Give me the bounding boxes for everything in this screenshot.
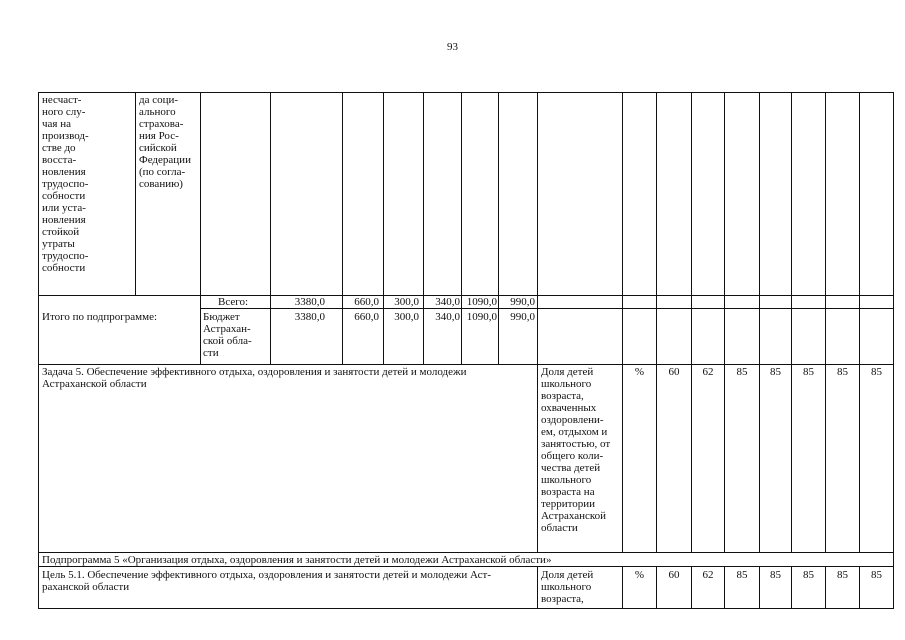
page-number: 93 bbox=[447, 41, 458, 53]
goal51-text: Цель 5.1. Обеспечение эффективного отдыха, оздоровления и занятости детей и молодежи Аст- раханской области bbox=[42, 569, 492, 593]
itogo-total: 3380,0 bbox=[294, 311, 325, 323]
task5-text: Задача 5. Обеспечение эффективного отдыха, оздоровления и занятости детей и молодежи Астраханской области bbox=[42, 366, 467, 390]
itogo-label: Итого по подпрограмме: bbox=[42, 311, 158, 323]
goal51-value-2: 62 bbox=[702, 569, 714, 581]
task5-value-6: 85 bbox=[837, 366, 848, 378]
goal51-value-4: 85 bbox=[770, 569, 781, 581]
vsego-year-2: 300,0 bbox=[394, 296, 419, 308]
itogo-year-4: 1090,0 bbox=[466, 311, 497, 323]
goal51-value-1: 60 bbox=[668, 569, 680, 581]
goal51-value-6: 85 bbox=[837, 569, 848, 581]
itogo-source: Бюджет Астрахан- ской обла- сти bbox=[203, 311, 252, 359]
task5-value-1: 60 bbox=[668, 366, 680, 378]
vsego-year-1: 660,0 bbox=[354, 296, 379, 308]
task5-value-7: 85 bbox=[871, 366, 882, 378]
goal51-value-5: 85 bbox=[803, 569, 814, 581]
task5-value-2: 62 bbox=[702, 366, 714, 378]
goal51-value-7: 85 bbox=[871, 569, 882, 581]
task5-value-5: 85 bbox=[803, 366, 814, 378]
vsego-total: 3380,0 bbox=[294, 296, 325, 308]
subprogram5-title: Подпрограмма 5 «Организация отдыха, оздоровления и занятости детей и молодежи Астраханской области» bbox=[42, 554, 552, 566]
row1-measure-cell: несчаст- ного слу- чая на производ- стве до восста- новления трудоспо- собности или уста- новления стойкой утраты трудоспо- собности bbox=[42, 94, 89, 274]
itogo-year-5: 990,0 bbox=[510, 311, 535, 323]
itogo-year-1: 660,0 bbox=[354, 311, 379, 323]
task5-value-3: 85 bbox=[736, 366, 748, 378]
row1-executor-cell: да соци- ального страхова- ния Рос- сийской Федерации (по согла- сованию) bbox=[139, 94, 191, 190]
goal51-value-3: 85 bbox=[736, 569, 748, 581]
goal51-unit: % bbox=[634, 569, 645, 581]
vsego-year-3: 340,0 bbox=[435, 296, 460, 308]
vsego-year-4: 1090,0 bbox=[466, 296, 497, 308]
vsego-label: Всего: bbox=[218, 296, 249, 308]
itogo-year-3: 340,0 bbox=[435, 311, 460, 323]
goal51-indicator: Доля детей школьного возраста, bbox=[541, 569, 594, 605]
task5-indicator: Доля детей школьного возраста, охваченных оздоровлени- ем, отдыхом и занятостью, от общего коли- чества детей школьного возраста на территории Астраханской области bbox=[541, 366, 611, 534]
task5-value-4: 85 bbox=[770, 366, 781, 378]
itogo-year-2: 300,0 bbox=[394, 311, 419, 323]
task5-unit: % bbox=[634, 366, 645, 378]
vsego-year-5: 990,0 bbox=[510, 296, 535, 308]
